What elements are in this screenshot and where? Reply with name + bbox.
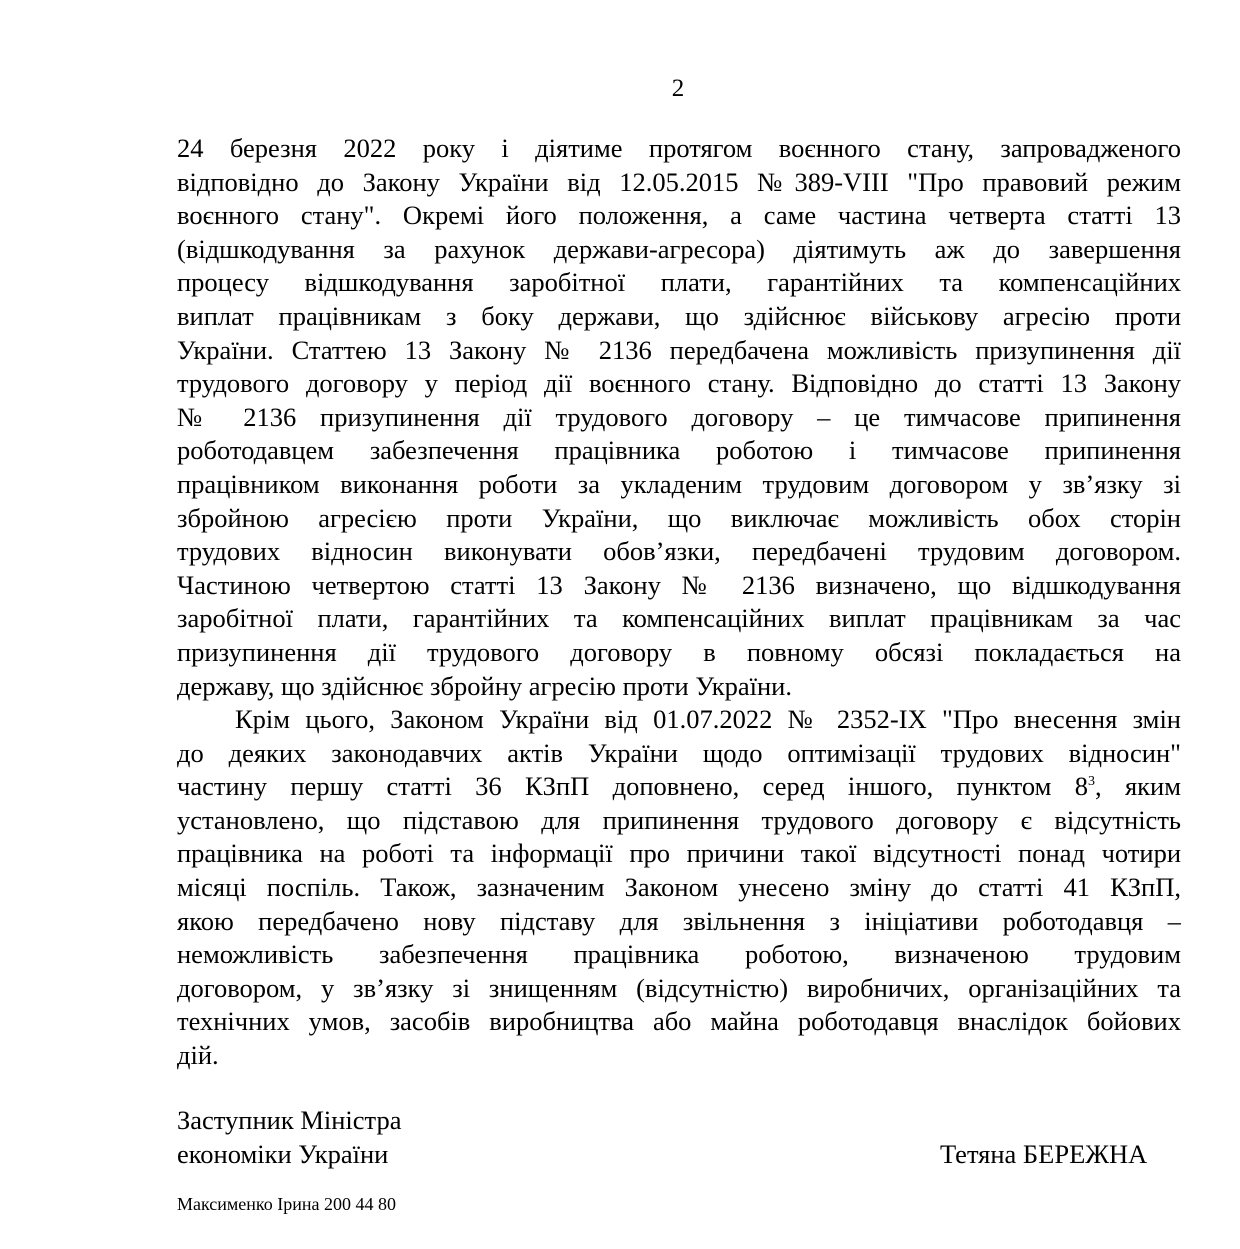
text-line: відповідно до Закону України від 12.05.2015 №389-VIII "Про правовий режим <box>177 166 1181 197</box>
text-line: воєнного стану". Окремі його положення, а саме частина четверта статті 13 <box>177 200 1181 231</box>
text-line: процесу відшкодування заробітної плати, гарантійних та компенсаційних <box>177 267 1181 298</box>
text-line: України. Статтею 13 Закону № 2136 передбачена можливість призупинення дії <box>177 334 1181 365</box>
text-line: технічних умов, засобів виробництва або майна роботодавця внаслідок бойових <box>177 1006 1181 1037</box>
text-segment: , яким <box>1095 771 1181 802</box>
text-line: державу, що здійснює збройну агресію проти України. <box>177 670 792 701</box>
text-line: 24 березня 2022 року і діятиме протягом воєнного стану, запровадженого <box>177 133 1181 163</box>
text-line: Частиною четвертою статті 13 Закону № 2136 визначено, що відшкодування <box>177 569 1181 600</box>
text-line: трудового договору у період дії воєнного стану. Відповідно до статті 13 Закону <box>177 368 1181 399</box>
text-line: неможливість забезпечення працівника роботою, визначеною трудовим <box>177 939 1181 970</box>
text-line: до деяких законодавчих актів України щодо оптимізації трудових відносин" <box>177 737 1181 768</box>
text-line: договором, у зв’язку зі знищенням (відсутністю) виробничих, організаційних та <box>177 972 1181 1003</box>
text-line: роботодавцем забезпечення працівника роботою і тимчасове припинення <box>177 435 1181 466</box>
letter-body <box>177 132 1181 1073</box>
text-line: (відшкодування за рахунок держави-агресора) діятимуть аж до завершення <box>177 233 1181 264</box>
superscript: 3 <box>1088 774 1096 790</box>
text-line: Крім цього, Законом України від 01.07.2022 № 2352-IX "Про внесення змін <box>235 704 1181 735</box>
page-number: 2 <box>671 75 685 102</box>
text-line: працівником виконання роботи за укладеним трудовим договором у зв’язку зі <box>177 468 1181 499</box>
text-line: трудових відносин виконувати обов’язки, передбачені трудовим договором. <box>177 536 1181 567</box>
text-line: дій. <box>177 1040 219 1071</box>
text-line-with-superscript <box>177 770 1181 804</box>
paragraph-2 <box>177 703 1181 1073</box>
text-line: № 2136 призупинення дії трудового договору – це тимчасове припинення <box>177 401 1181 432</box>
text-line: призупинення дії трудового договору в повному обсязі покладається на <box>177 636 1181 667</box>
text-line: виплат працівникам з боку держави, що здійснює військову агресію проти <box>177 300 1181 331</box>
paragraph-1 <box>177 132 1181 703</box>
signatory-name: Тетяна БЕРЕЖНА <box>940 1139 1148 1169</box>
text-line: збройною агресією проти України, що виключає можливість обох сторін <box>177 502 1181 533</box>
text-line: працівника на роботі та інформації про причини такої відсутності понад чотири <box>177 838 1181 869</box>
position-line: Заступник Міністра <box>177 1105 402 1135</box>
text-line: заробітної плати, гарантійних та компенсаційних виплат працівникам за час <box>177 603 1181 634</box>
position-line: економіки України <box>177 1138 389 1169</box>
text-line: місяці поспіль. Також, зазначеним Законом унесено зміну до статті 41 КЗпП, <box>177 872 1181 903</box>
text-segment: частину першу статті 36 КЗпП доповнено, серед іншого, пунктом 8 <box>177 771 1089 802</box>
signatory-position <box>177 1104 401 1171</box>
text-line: якою передбачено нову підставу для звільнення з ініціативи роботодавця – <box>177 905 1181 936</box>
executor-contact: Максименко Ірина 200 44 80 <box>177 1194 397 1214</box>
text-line: установлено, що підставою для припинення трудового договору є відсутність <box>177 804 1181 835</box>
